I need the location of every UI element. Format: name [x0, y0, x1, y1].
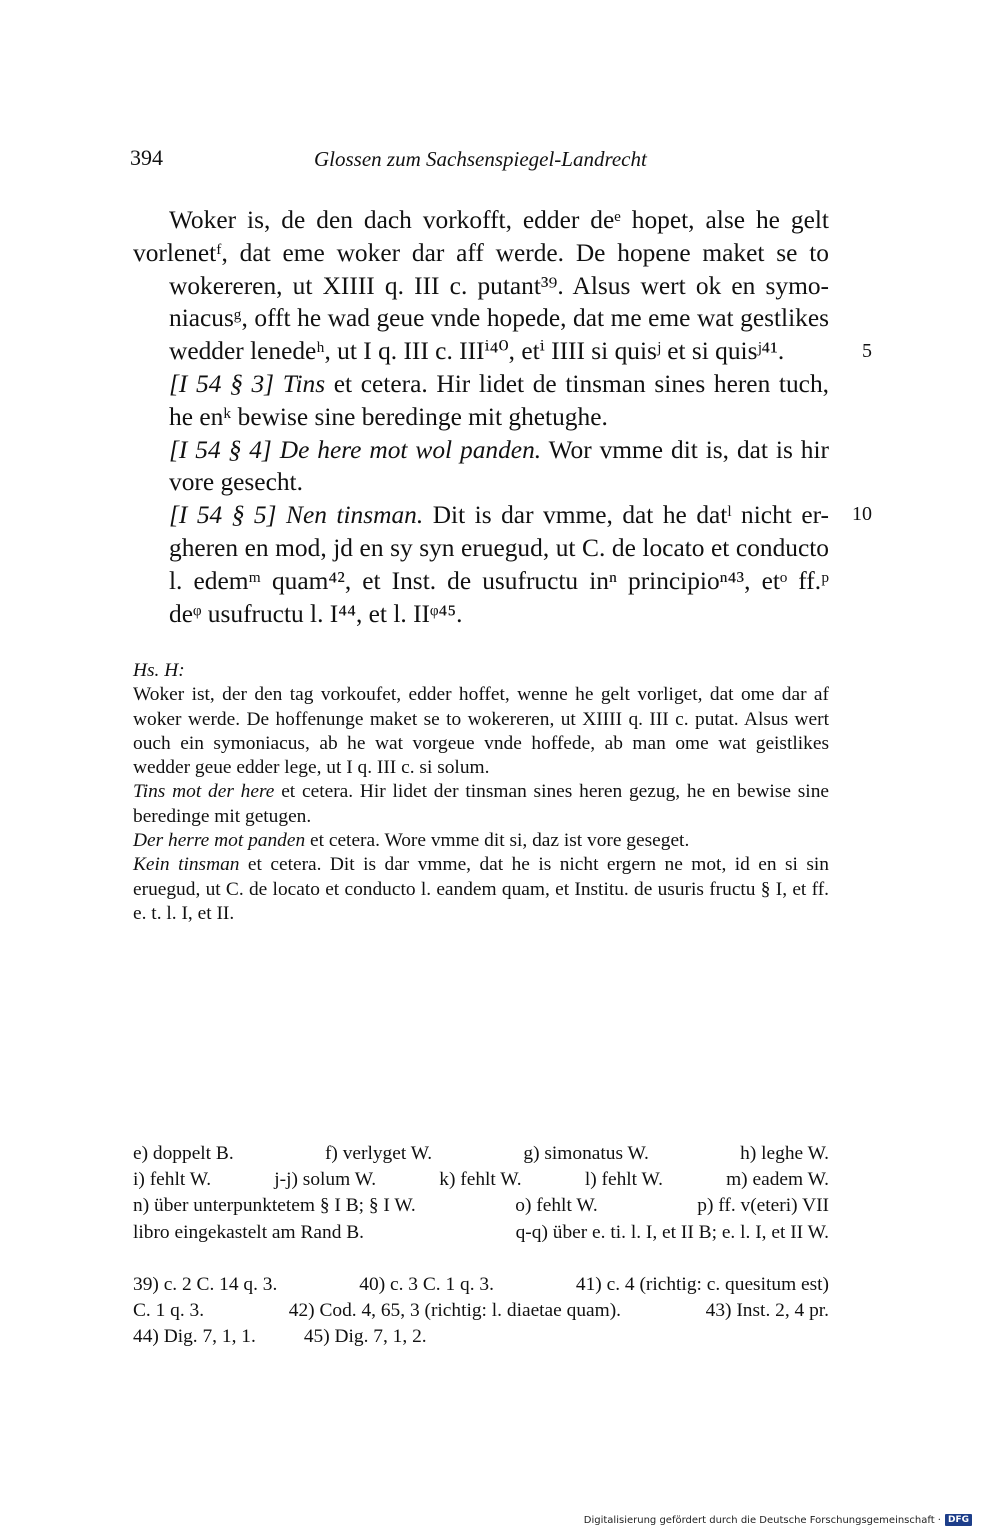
source-note: 42) Cod. 4, 65, 3 (richtig: l. diaetae quam).	[288, 1300, 622, 1322]
lemma: Nen tinsman.	[286, 501, 424, 530]
section-ref: [I 54 § 4]	[169, 435, 272, 464]
text-span: et cetera. Hir lidet de tinsman sines heren tuch,	[333, 369, 829, 398]
source-note: 44) Dig. 7, 1, 1.	[133, 1326, 256, 1348]
text-line	[133, 434, 829, 467]
text-line	[133, 368, 829, 401]
text-span: Wor vmme dit is, dat is hir	[548, 435, 829, 464]
manuscript-paragraph-1: Woker ist, der den tag vorkoufet, edder hoffet, wenne he gelt vorliget, dat ome dar af woker werde. De hoffenunge maket se to wokereren, ut XIIII q. III c. putat. Alsus wert ouch ein symoniacus, ab he wat vorgeue vnde hoffede, ab man ome wat geistlikes wedder geue edder lege, ut I q. III c. si solum.	[133, 684, 829, 779]
page-number: 394	[130, 145, 163, 170]
apparatus-note: i) fehlt W.	[133, 1169, 212, 1191]
manuscript-heading	[133, 659, 829, 683]
main-paragraph-4	[133, 499, 829, 630]
text-line: niacusᵍ, offt he wad geue vnde hopede, dat me eme wat gestlikes	[169, 304, 829, 333]
apparatus-row	[133, 1167, 829, 1193]
text-line: wokereren, ut XIIII q. III c. putant³⁹. Alsus wert ok en symo-	[169, 271, 829, 300]
main-text	[133, 204, 829, 630]
text-span: et cetera. Hir lidet der tinsman sines heren gezug, he en bewise sine beredinge mit getugen.	[133, 781, 829, 827]
source-note: 45) Dig. 7, 1, 2.	[303, 1326, 427, 1348]
credit-text: Digitalisierung gefördert durch die Deutsche Forschungsgemeinschaft ·	[583, 1514, 941, 1526]
text-span: Dit is dar vmme, dat he datˡ nicht er-	[432, 501, 830, 530]
apparatus-row	[133, 1141, 829, 1167]
source-notes	[133, 1272, 829, 1351]
text-line: vore gesecht.	[169, 468, 303, 497]
source-row	[133, 1272, 829, 1298]
source-note: C. 1 q. 3.	[133, 1300, 205, 1322]
apparatus-row	[133, 1193, 829, 1219]
dfg-logo: DFG	[945, 1514, 972, 1526]
line-number-10: 10	[852, 503, 872, 525]
text-line: wedder lenedeʰ, ut I q. III c. IIIⁱ⁴⁰, etⁱ IIII si quisʲ et si quisʲ⁴¹.	[169, 337, 785, 366]
running-title: Glossen zum Sachsenspiegel-Landrecht	[314, 147, 647, 171]
apparatus-note: p) ff. v(eteri) VII	[697, 1195, 829, 1217]
source-row	[133, 1298, 829, 1324]
apparatus-note: e) doppelt B.	[133, 1143, 234, 1164]
apparatus-note: q-q) über e. ti. l. I, et II B; e. l. I, et II W.	[515, 1221, 829, 1243]
digitization-credit	[584, 1514, 972, 1526]
text-line: Woker is, de den dach vorkofft, edder deᵉ hopet, alse he gelt	[169, 206, 829, 234]
line-number-5: 5	[862, 340, 872, 362]
manuscript-paragraph-4	[133, 853, 829, 926]
apparatus-note: n) über unterpunktetem § I B; § I W.	[133, 1195, 416, 1217]
apparatus-note: h) leghe W.	[740, 1143, 829, 1164]
section-ref: [I 54 § 3]	[169, 369, 275, 398]
manuscript-heading-text: Hs. H:	[133, 660, 185, 681]
apparatus-note: g) simonatus W.	[523, 1143, 649, 1164]
text-line: deᵠ usufructu l. I⁴⁴, et l. IIᵠ⁴⁵.	[169, 599, 463, 628]
text-span: et cetera. Dit is dar vmme, dat he is nicht ergern ne mot, id en si sin eruegud, ut C. de locato et conducto l. eandem quam, et Institu. de usuris fructu § I, et ff. e. t. l. I, et II.	[133, 854, 829, 924]
lemma: Tins mot der here	[133, 781, 275, 803]
manuscript-paragraph-3	[133, 829, 829, 853]
main-paragraph-1	[133, 204, 829, 368]
apparatus-note: j-j) solum W.	[274, 1169, 377, 1191]
lemma: Kein tinsman	[133, 854, 240, 876]
apparatus-note: l) fehlt W.	[584, 1169, 663, 1191]
text-line: he enᵏ bewise sine beredinge mit ghetughe.	[169, 402, 608, 431]
main-paragraph-2	[133, 368, 829, 434]
section-ref: [I 54 § 5]	[169, 501, 277, 530]
source-note: 41) c. 4 (richtig: c. quesitum est)	[575, 1274, 829, 1295]
text-line: l. edemᵐ quam⁴², et Inst. de usufructu inⁿ principioⁿ⁴³, etᵒ ff.ᵖ	[169, 566, 829, 595]
source-row	[133, 1324, 829, 1350]
apparatus-note: libro eingekastelt am Rand B.	[133, 1221, 365, 1243]
apparatus-note: f) verlyget W.	[324, 1143, 433, 1164]
text-line	[133, 499, 829, 532]
text-span: et cetera. Wore vmme dit si, daz ist vore geseget.	[305, 830, 690, 852]
critical-apparatus	[133, 1141, 829, 1246]
apparatus-note: m) eadem W.	[726, 1169, 829, 1191]
text-line: gheren en mod, jd en sy syn eruegud, ut C. de locato et conducto	[169, 533, 829, 562]
manuscript-variant	[133, 659, 829, 926]
source-note: 43) Inst. 2, 4 pr.	[705, 1300, 829, 1322]
apparatus-note: o) fehlt W.	[515, 1195, 598, 1217]
lemma: De here mot wol panden.	[279, 435, 542, 464]
text-line: vorlenetᶠ, dat eme woker dar aff werde. De hopene maket se to	[133, 238, 829, 267]
apparatus-row	[133, 1220, 829, 1246]
apparatus-note: k) fehlt W.	[439, 1169, 522, 1191]
lemma: Tins	[282, 369, 326, 398]
manuscript-paragraph-2	[133, 780, 829, 829]
lemma: Der herre mot panden	[133, 830, 306, 852]
source-note: 39) c. 2 C. 14 q. 3.	[133, 1274, 278, 1295]
main-paragraph-3	[133, 434, 829, 500]
source-note: 40) c. 3 C. 1 q. 3.	[359, 1274, 494, 1295]
